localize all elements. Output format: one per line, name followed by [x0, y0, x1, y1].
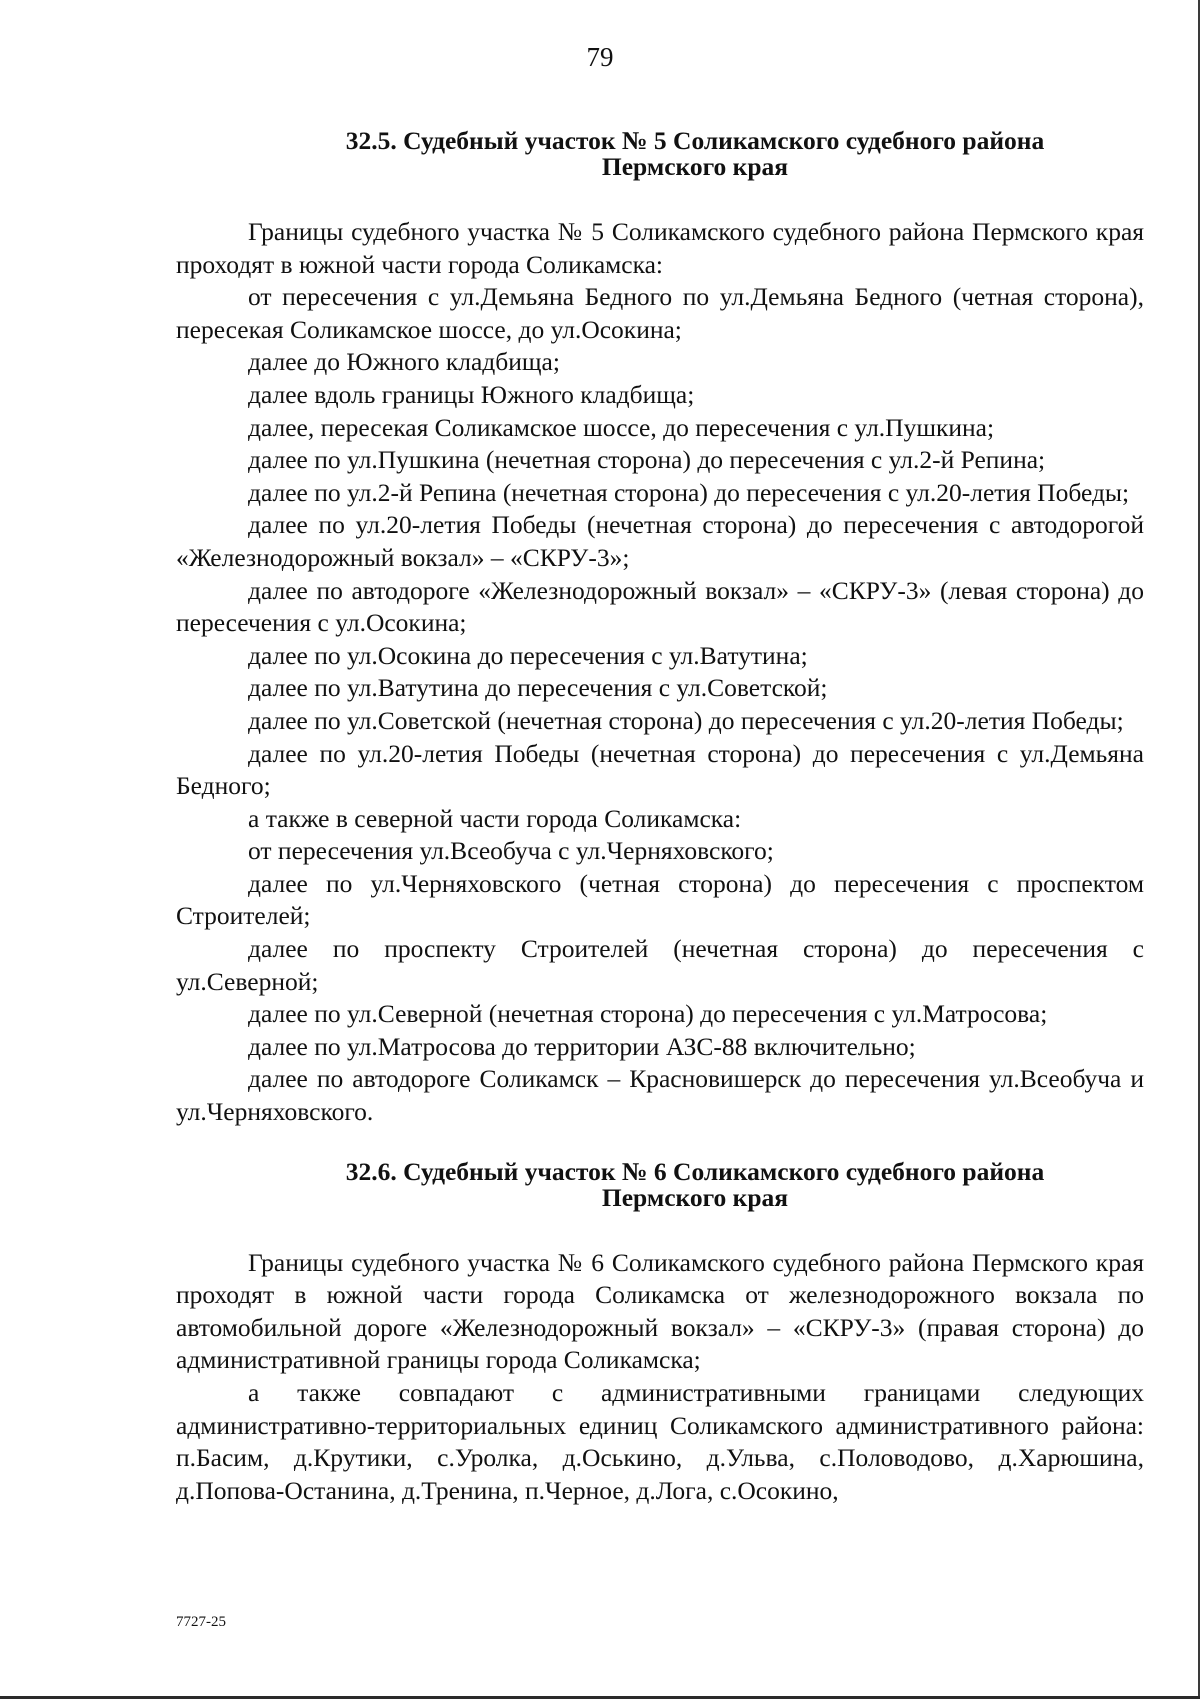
paragraph: от пересечения ул.Всеобуча с ул.Черняховского;: [248, 836, 774, 866]
section-heading: [246, 128, 1144, 180]
paragraph: далее по ул.2-й Репина (нечетная сторона) до пересечения с ул.20-летия Победы;: [248, 477, 1130, 507]
paragraph: далее по ул.Советской (нечетная сторона) до пересечения с ул.20-летия Победы;: [248, 705, 1124, 735]
paragraph: далее по ул.Северной (нечетная сторона) до пересечения с ул.Матросова;: [248, 999, 1048, 1029]
paragraph: далее по автодороге «Железнодорожный вокзал» – «СКРУ-3» (левая сторона) до пересечения с ул.Осокина;: [176, 575, 1144, 638]
footer-document-code: 7727-25: [176, 1614, 226, 1630]
paragraph: далее до Южного кладбища;: [248, 347, 560, 377]
section-heading-line-2: Пермского края: [601, 152, 789, 181]
section-32-6: [176, 1156, 1144, 1508]
paragraph: далее по ул.Матросова до территории АЗС-88 включительно;: [248, 1031, 916, 1061]
paragraph: далее, пересекая Соликамское шоссе, до пересечения с ул.Пушкина;: [248, 412, 995, 442]
paragraph: далее по ул.20-летия Победы (нечетная сторона) до пересечения с автодорогой «Железнодорожный вокзал» – «СКРУ-3»;: [176, 510, 1144, 572]
paragraph: далее по ул.20-летия Победы (нечетная сторона) до пересечения с ул.Демьяна Бедного;: [176, 738, 1144, 801]
section-heading-line-1: 32.5. Судебный участок № 5 Соликамского судебного района: [345, 126, 1045, 155]
paragraph: а также совпадают с административными границами следующих административно-территориальных единиц Соликамского административного района: п.Басим, д.Крутики, с.Уролка, д.Оськино, д.Ульва, с.Половодово, д.Харюшина, д.Попова-Останина, д.Тренина, п.Черное, д.Лога, с.Осокино,: [176, 1378, 1144, 1505]
paragraph: далее по ул.Черняховского (четная сторона) до пересечения с проспектом Строителей;: [176, 868, 1144, 931]
paragraph: а также в северной части города Соликамска:: [248, 803, 742, 833]
paragraph: Границы судебного участка № 5 Соликамского судебного района Пермского края проходят в южной части города Соликамска:: [176, 217, 1144, 279]
document-body: [176, 128, 1144, 1507]
paragraph: далее по ул.Пушкина (нечетная сторона) до пересечения с ул.2-й Репина;: [248, 445, 1046, 475]
paragraph: далее по ул.Осокина до пересечения с ул.Ватутина;: [248, 640, 808, 670]
section-heading: [246, 1156, 1144, 1212]
paragraph: Границы судебного участка № 6 Соликамского судебного района Пермского края проходят в южной части города Соликамска от железнодорожного вокзала по автомобильной дороге «Железнодорожный вокзал» – «СКРУ-3» (правая сторона) до административной границы города Соликамска;: [176, 1247, 1144, 1375]
section-heading-line-2: Пермского края: [601, 1182, 789, 1212]
paragraph: далее по проспекту Строителей (нечетная сторона) до пересечения с ул.Северной;: [176, 934, 1144, 996]
paragraph: далее вдоль границы Южного кладбища;: [248, 379, 695, 409]
page-number: 79: [586, 42, 614, 72]
section-spacer: [176, 1129, 1144, 1159]
section-32-5: [176, 128, 1144, 1129]
paragraph: от пересечения с ул.Демьяна Бедного по ул.Демьяна Бедного (четная сторона), пересекая Соликамское шоссе, до ул.Осокина;: [176, 282, 1144, 344]
section-heading-line-1: 32.6. Судебный участок № 6 Соликамского судебного района: [345, 1156, 1045, 1186]
paragraph: далее по автодороге Соликамск – Красновишерск до пересечения ул.Всеобуча и ул.Черняховского.: [176, 1064, 1144, 1127]
paragraph: далее по ул.Ватутина до пересечения с ул.Советской;: [248, 673, 828, 703]
